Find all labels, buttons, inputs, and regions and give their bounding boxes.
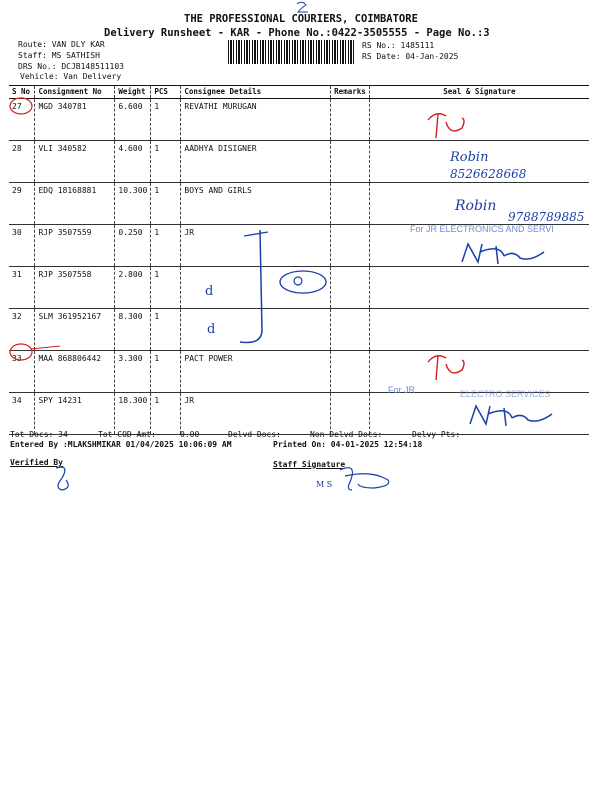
col-header: Seal & Signature <box>369 86 589 99</box>
cell-weight: 8.300 <box>115 309 151 351</box>
cell-remarks <box>331 99 370 141</box>
cell-sno: 31 <box>9 267 35 309</box>
runsheet-subtitle: Delivery Runsheet - KAR - Phone No.:0422-3505555 - Page No.:3 <box>104 27 490 39</box>
staff-signature-scribble <box>340 468 389 490</box>
cell-consignment: VLI 340582 <box>35 141 115 183</box>
cell-remarks <box>331 141 370 183</box>
stamp-text-3: ELECTRO SERVICES <box>460 389 551 399</box>
cell-consignee: JR <box>181 225 331 267</box>
staff-signature-label: Staff Signature <box>273 460 346 469</box>
rs-date: RS Date: 04-Jan-2025 <box>362 52 459 61</box>
verified-by: Verified By <box>10 458 63 467</box>
table-row <box>9 99 589 141</box>
cell-pcs: 1 <box>151 183 181 225</box>
vehicle-label: Vehicle: Van Delivery <box>20 72 122 81</box>
cell-consignee: JR <box>181 393 331 435</box>
non-delivered-docs: Non Delvd Docs: <box>310 430 383 439</box>
cell-remarks <box>331 267 370 309</box>
delivered-docs: Delvd Docs: <box>228 430 281 439</box>
col-header: Weight <box>115 86 151 99</box>
total-cod-value: 0.00 <box>180 430 200 439</box>
cell-weight: 2.800 <box>115 267 151 309</box>
cell-signature <box>369 267 589 309</box>
cell-consignment: MGD 340781 <box>35 99 115 141</box>
table-row <box>9 351 589 393</box>
cell-signature <box>369 99 589 141</box>
table-row <box>9 267 589 309</box>
cell-sno: 29 <box>9 183 35 225</box>
cell-consignment: SPY 14231 <box>35 393 115 435</box>
cell-pcs: 1 <box>151 393 181 435</box>
col-header: S No <box>9 86 35 99</box>
delivery-points: Delvy Pts: <box>412 430 461 439</box>
col-header: Remarks <box>331 86 370 99</box>
cell-consignee <box>181 309 331 351</box>
drs-label: DRS No.: DCJB148511103 <box>18 62 124 71</box>
cell-weight: 6.600 <box>115 99 151 141</box>
handwritten-signature-text: Robin <box>450 150 489 165</box>
staff-label: Staff: MS SATHISH <box>18 51 100 60</box>
handwritten-mark-d2: d <box>207 322 216 337</box>
cell-consignee: PACT POWER <box>181 351 331 393</box>
cell-remarks <box>331 351 370 393</box>
handwritten-name-2: Robin <box>455 198 497 214</box>
cell-pcs: 1 <box>151 309 181 351</box>
total-docs: Tot Docs: 34 <box>10 430 68 439</box>
table-row <box>9 183 589 225</box>
cell-sno: 27 <box>9 99 35 141</box>
handwritten-phone-2: 9788789885 <box>508 210 585 224</box>
cell-remarks <box>331 225 370 267</box>
company-title: THE PROFESSIONAL COURIERS, COIMBATORE <box>184 13 418 25</box>
stamp-text-1: For JR ELECTRONICS AND SERVI <box>410 224 554 234</box>
col-header: Consignee Details <box>181 86 331 99</box>
cell-consignment: EDQ 18168881 <box>35 183 115 225</box>
cell-remarks <box>331 183 370 225</box>
cell-weight: 4.600 <box>115 141 151 183</box>
handwritten-phone-1: 8526628668 <box>450 167 527 181</box>
cell-consignment: SLM 361952167 <box>35 309 115 351</box>
cell-sno: 32 <box>9 309 35 351</box>
total-cod-label: Tot COD Amt: <box>98 430 156 439</box>
cell-consignment: RJP 3507558 <box>35 267 115 309</box>
cell-consignment: MAA 868806442 <box>35 351 115 393</box>
cell-signature <box>369 309 589 351</box>
cell-remarks <box>331 393 370 435</box>
handwritten-mark-d1: d <box>205 284 214 299</box>
cell-pcs: 1 <box>151 351 181 393</box>
cell-consignee: BOYS AND GIRLS <box>181 183 331 225</box>
cell-weight: 3.300 <box>115 351 151 393</box>
verified-signature <box>56 467 68 490</box>
cell-sno: 34 <box>9 393 35 435</box>
runsheet-table <box>9 85 589 435</box>
cell-pcs: 1 <box>151 225 181 267</box>
table-row <box>9 309 589 351</box>
table-header-row <box>9 86 589 99</box>
cell-pcs: 1 <box>151 267 181 309</box>
cell-sno: 28 <box>9 141 35 183</box>
route-label: Route: VAN DLY KAR <box>18 40 105 49</box>
cell-pcs: 1 <box>151 141 181 183</box>
cell-weight: 10.300 <box>115 183 151 225</box>
stamp-text-2: For JR <box>388 385 415 395</box>
printed-on: Printed On: 04-01-2025 12:54:18 <box>273 440 423 449</box>
handwritten-ms: M S <box>316 480 333 489</box>
cell-remarks <box>331 309 370 351</box>
entered-by: Entered By :MLAKSHMIKAR 01/04/2025 10:06:09 AM <box>10 440 232 449</box>
barcode-image <box>228 40 354 64</box>
cell-weight: 18.300 <box>115 393 151 435</box>
cell-pcs: 1 <box>151 99 181 141</box>
col-header: Consignment No <box>35 86 115 99</box>
cell-sno: 33 <box>9 351 35 393</box>
cell-weight: 0.250 <box>115 225 151 267</box>
col-header: PCS <box>151 86 181 99</box>
cell-consignment: RJP 3507559 <box>35 225 115 267</box>
cell-consignee: REVATHI MURUGAN <box>181 99 331 141</box>
rs-no: RS No.: 1485111 <box>362 41 435 50</box>
cell-consignee <box>181 267 331 309</box>
cell-consignee: AADHYA DISIGNER <box>181 141 331 183</box>
cell-sno: 30 <box>9 225 35 267</box>
